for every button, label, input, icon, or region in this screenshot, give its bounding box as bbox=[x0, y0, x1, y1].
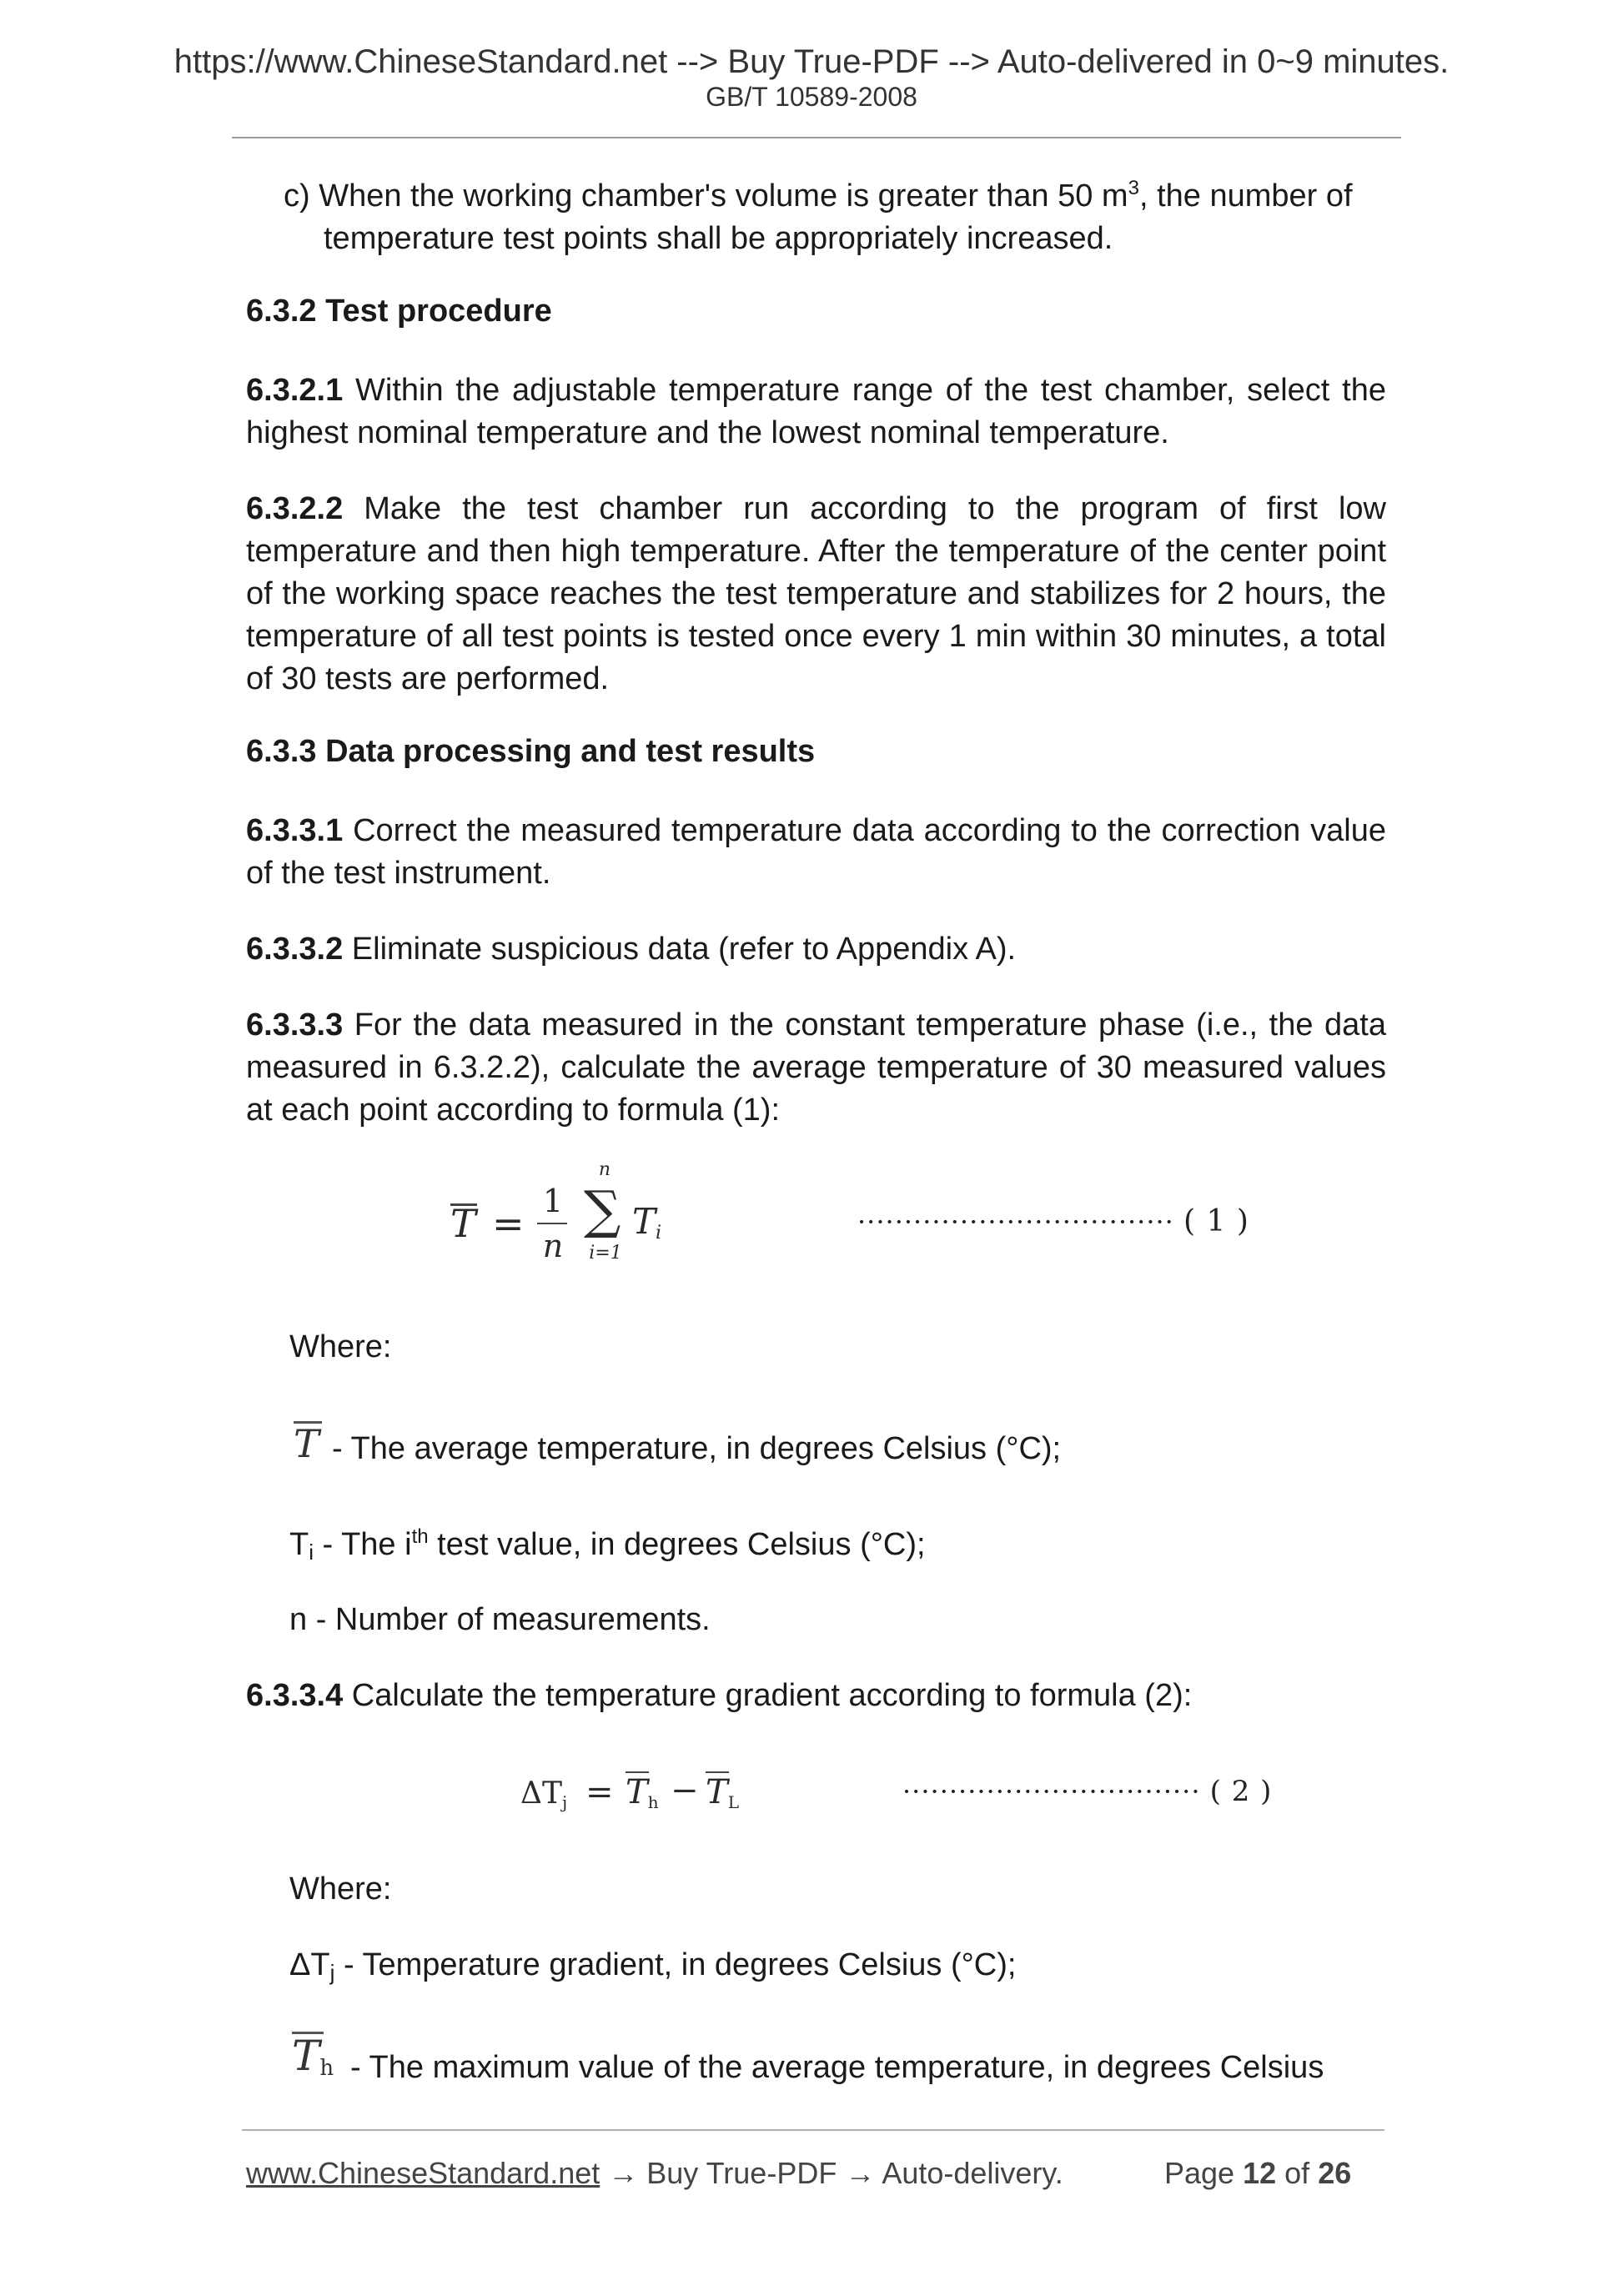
t-bar-symbol: T bbox=[294, 1421, 319, 1466]
paragraph-6-3-2-1: 6.3.2.1 Within the adjustable temperature range of the test chamber, select the highest nominal temperature and the lowest nominal temperature. bbox=[246, 373, 1386, 450]
summation-icon: ∑ bbox=[584, 1179, 621, 1240]
formula-2-equals: = bbox=[585, 1773, 614, 1811]
list-item-c: c) When the working chamber's volume is greater than 50 $m^3$, the number of bbox=[284, 177, 1353, 214]
standard-number: GB/T 10589-2008 bbox=[706, 82, 917, 112]
fraction-bar bbox=[537, 1223, 567, 1224]
section-heading-6-3-2: 6.3.2 Test procedure bbox=[246, 294, 552, 329]
formula-2-tl: $T_L$ bbox=[706, 1773, 739, 1812]
formula-1-lower-limit: i=1 bbox=[589, 1243, 622, 1264]
paragraph-6-3-3-3: 6.3.3.3 For the data measured in the constant temperature phase (i.e., the data measured in 6.3.2.2), calculate the average temperature of 30 measured values at each point according to formula (1): bbox=[246, 1007, 1386, 1128]
page-number: 12 bbox=[1243, 2156, 1277, 2190]
definition-ti: $T_i$ - The $i^{th}$ test value, in degrees Celsius (°C); bbox=[289, 1525, 926, 1565]
footer-divider bbox=[242, 2129, 1384, 2131]
definition-t-bar bbox=[292, 1418, 1376, 1468]
paragraph-6-3-3-4: 6.3.3.4 Calculate the temperature gradient according to formula (2): bbox=[246, 1678, 1193, 1713]
th-bar-description: - The maximum value of the average temperature, in degrees Celsius bbox=[350, 2050, 1324, 2085]
formula-2 bbox=[520, 1766, 771, 1825]
page-total: 26 bbox=[1318, 2156, 1352, 2190]
formula-1-leader: ·································· ( 1 ) bbox=[857, 1204, 1249, 1238]
formula-1-label: ( 1 ) bbox=[1183, 1204, 1249, 1238]
definition-n: n - Number of measurements. bbox=[289, 1602, 711, 1637]
footer-left bbox=[246, 2156, 1063, 2191]
list-item-c-line2: temperature test points shall be appropriately increased. bbox=[324, 221, 1113, 256]
formula-2-th: $T_h$ bbox=[626, 1773, 659, 1812]
formula-1-equals: = bbox=[492, 1201, 525, 1246]
page-indicator: Page 12 of 26 bbox=[1164, 2156, 1352, 2190]
definition-delta-tj: $\Delta T_j$ - Temperature gradient, in degrees Celsius (°C); bbox=[289, 1947, 1017, 1985]
formula-2-label: ( 2 ) bbox=[1209, 1775, 1273, 1808]
formula-1-upper-limit: n bbox=[598, 1159, 611, 1180]
footer-buy-text: → Buy True-PDF → Auto-delivery. bbox=[600, 2156, 1063, 2190]
formula-1-term: $T_i$ bbox=[632, 1201, 662, 1243]
header-url-line: https://www.ChineseStandard.net --> Buy True-PDF --> Auto-delivered in 0~9 minutes. bbox=[173, 43, 1450, 80]
formula-2-delta: $\Delta T_j$ bbox=[520, 1776, 568, 1812]
where-label-1: Where: bbox=[289, 1329, 392, 1364]
formula-1-numerator: 1 bbox=[542, 1183, 564, 1219]
formula-1-lhs: T bbox=[450, 1201, 476, 1246]
formula-1 bbox=[450, 1159, 717, 1284]
definition-th-bar bbox=[292, 2027, 1393, 2085]
where-label-2: Where: bbox=[289, 1871, 392, 1907]
header-divider bbox=[232, 137, 1401, 138]
paragraph-6-3-2-2: 6.3.2.2 Make the test chamber run according to the program of first low temperature and then high temperature. After the temperature of the center point of the working space reaches the test temperature and stabilizes for 2 hours, the temperature of all test points is tested once every 1 min within 30 minutes, a total of 30 tests are performed. bbox=[246, 491, 1386, 696]
formula-1-denominator: n bbox=[542, 1228, 564, 1264]
t-bar-description: - The average temperature, in degrees Celsius (°C); bbox=[332, 1431, 1062, 1466]
footer-site-link[interactable]: www.ChineseStandard.net bbox=[246, 2156, 600, 2190]
formula-2-leader: ································ ( 2 ) bbox=[902, 1775, 1273, 1808]
formula-2-minus: − bbox=[671, 1771, 699, 1810]
section-heading-6-3-3: 6.3.3 Data processing and test results bbox=[246, 734, 816, 769]
paragraph-6-3-3-1: 6.3.3.1 Correct the measured temperature data according to the correction value of the test instrument. bbox=[246, 813, 1386, 891]
paragraph-6-3-3-2: 6.3.3.2 Eliminate suspicious data (refer to Appendix A). bbox=[246, 932, 1017, 967]
th-bar-symbol: $T_h$ bbox=[292, 2032, 334, 2081]
